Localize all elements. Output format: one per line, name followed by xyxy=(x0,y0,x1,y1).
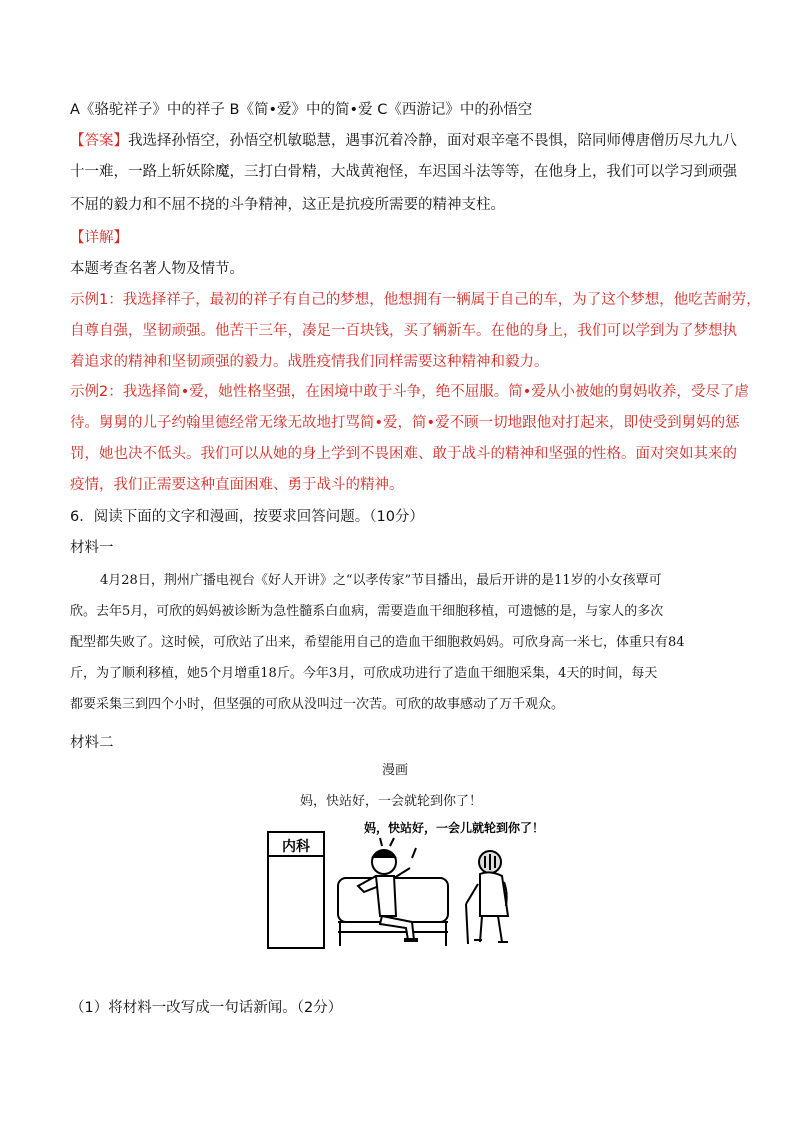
seated-man-figure xyxy=(358,838,418,940)
answer-line-1 xyxy=(70,131,737,151)
example1-line-2: 自尊自强，坚韧顽强。他苦干三年，凑足一百块钱，买了辆新车。在他的身上，我们可以学到为了梦想执 xyxy=(70,323,737,339)
answer-tag: 【答案】 xyxy=(70,133,128,149)
material2-label: 材料二 xyxy=(70,735,114,751)
elderly-woman-figure xyxy=(466,851,508,944)
example1-line-1: 示例1：我选择祥子，最初的祥子有自己的梦想，他想拥有一辆属于自己的车，为了这个梦想，他吃苦耐劳， xyxy=(70,292,761,308)
sub-question-1: （1）将材料一改写成一句话新闻。（2分） xyxy=(70,1000,343,1016)
detail-intro: 本题考查名著人物及情节。 xyxy=(70,261,244,277)
material1-para-5: 都要采集三到四个小时，但坚强的可欣从没叫过一次苦。可欣的故事感动了万千观众。 xyxy=(70,697,565,712)
example2-line-4: 疫情，我们正需要这种直面困难、勇于战斗的精神。 xyxy=(70,477,404,493)
comic-drawing xyxy=(266,818,546,952)
material1-para-3: 配型都失败了。这时候，可欣站了出来，希望能用自己的造血干细胞救妈妈。可欣身高一米七，体重只有84 xyxy=(70,635,685,650)
comic-caption: 妈，快站好，一会就轮到你了！ xyxy=(300,794,483,809)
speech-text: 妈，快站好，一会儿就轮到你了！ xyxy=(364,821,545,835)
detail-tag: 【详解】 xyxy=(70,230,128,246)
material1-para-2: 欣。去年5月，可欣的妈妈被诊断为急性髓系白血病，需要造血干细胞移植，可遗憾的是，与家人的多次 xyxy=(70,604,664,619)
options-line: A《骆驼祥子》中的祥子 B《简•爱》中的简•爱 C《西游记》中的孙悟空 xyxy=(70,102,533,118)
question-6: 6．阅读下面的文字和漫画，按要求回答问题。（10分） xyxy=(70,509,424,525)
example2-line-2: 待。舅舅的儿子约翰里德经常无缘无故地打骂简•爱，简•爱不顾一切地跟他对打起来，即使受到舅妈的惩 xyxy=(70,415,740,431)
example2-line-3: 罚，她也决不低头。我们可以从她的身上学到不畏困难、敢于战斗的精神和坚强的性格。面对突如其来的 xyxy=(70,446,737,462)
example2-line-1: 示例2：我选择简•爱，她性格坚强，在困境中敢于斗争，绝不屈服。简•爱从小被她的舅妈收养，受尽了虐 xyxy=(70,384,749,400)
answer-line-2: 十一难，一路上斩妖除魔，三打白骨精，大战黄袍怪，车迟国斗法等等，在他身上，我们可以学习到顽强 xyxy=(70,164,737,180)
answer-text: 我选择孙悟空，孙悟空机敏聪慧，遇事沉着冷静，面对艰辛毫不畏惧，陪同师傅唐僧历尽九九八 xyxy=(128,133,737,149)
comic-illustration xyxy=(266,818,546,952)
material1-para-1: 4月28日，荆州广播电视台《好人开讲》之“以孝传家”节目播出，最后开讲的是11岁的小女孩覃可 xyxy=(100,573,662,588)
comic-title: 漫画 xyxy=(382,763,409,778)
answer-line-3: 不屈的毅力和不屈不挠的斗争精神，这正是抗疫所需要的精神支柱。 xyxy=(70,197,505,213)
material1-para-4: 斤，为了顺利移植，她5个月增重18斤。今年3月，可欣成功进行了造血干细胞采集，4天的时间，每天 xyxy=(70,666,658,681)
material1-label: 材料一 xyxy=(70,540,114,556)
example1-line-3: 着追求的精神和坚韧顽强的毅力。战胜疫情我们同样需要这种精神和毅力。 xyxy=(70,354,549,370)
door-sign: 内科 xyxy=(282,839,310,855)
